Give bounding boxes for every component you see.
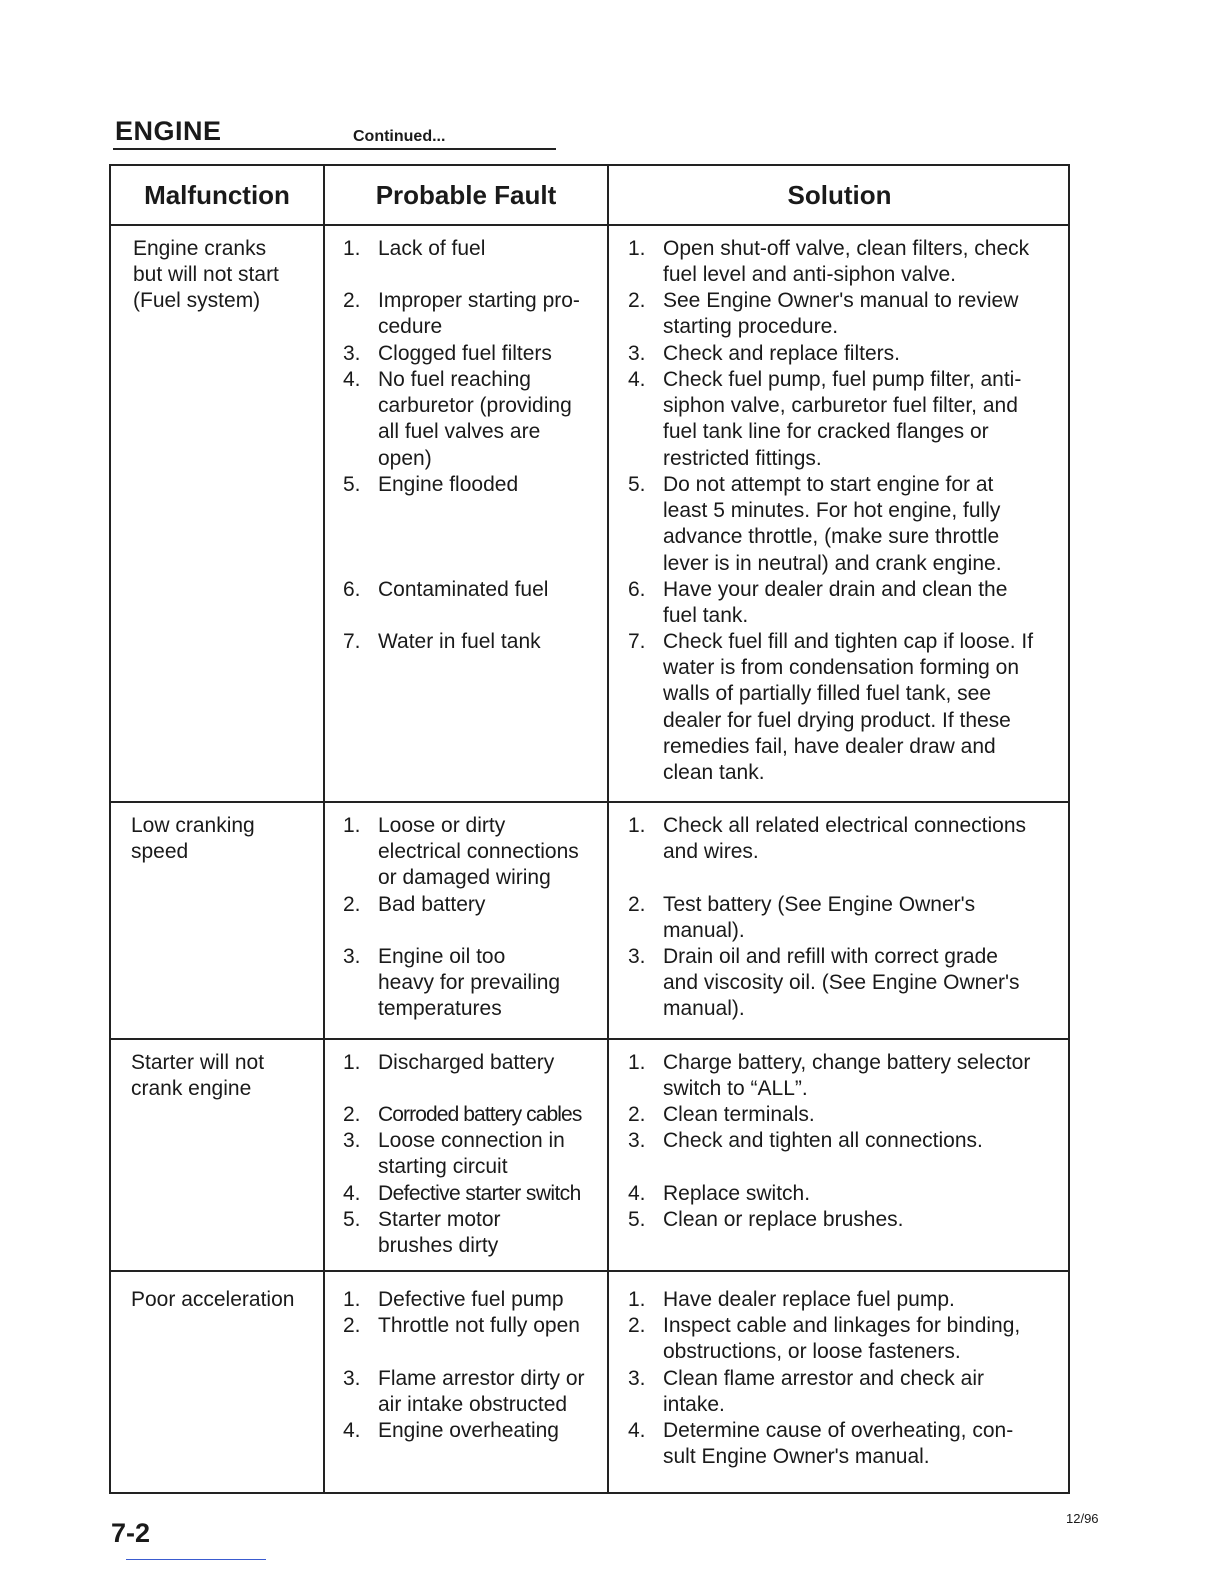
item-text: Check fuel pump, fuel pump filter, anti- siphon valve, carburetor fuel filter, and fuel tank line for cracked flanges or restricted fittings. — [663, 368, 1022, 470]
item-number: 4. — [628, 1182, 646, 1205]
item-number: 3. — [628, 342, 646, 365]
header-malfunction: Malfunction — [144, 179, 290, 210]
item-text: Check all related electrical connections and wires. — [663, 814, 1027, 864]
item-number: 6. — [343, 578, 361, 601]
item-number: 4. — [628, 1419, 646, 1442]
item-number: 7. — [343, 630, 361, 653]
troubleshooting-table — [109, 164, 1070, 1494]
item-text: Clean terminals. — [663, 1103, 815, 1126]
item-number: 2. — [343, 289, 361, 312]
item-text: Charge battery, change battery selector switch to “ALL”. — [663, 1051, 1031, 1101]
item-number: 7. — [628, 630, 646, 653]
item-number: 2. — [343, 1314, 361, 1337]
item-text: No fuel reaching carburetor (providing all fuel valves are open) — [378, 368, 572, 470]
row-divider — [111, 1270, 1068, 1272]
item-text: Loose connection in starting circuit — [378, 1129, 565, 1179]
item-text: Corroded battery cables — [378, 1103, 582, 1126]
item-text: Replace switch. — [663, 1182, 811, 1205]
item-number: 5. — [628, 473, 646, 496]
item-number: 4. — [343, 1182, 361, 1205]
item-text: Defective fuel pump — [378, 1288, 564, 1311]
item-number: 3. — [343, 945, 361, 968]
item-text: See Engine Owner's manual to review starting procedure. — [663, 289, 1019, 339]
item-text: Clean flame arrestor and check air intake. — [663, 1367, 984, 1417]
item-text: Do not attempt to start engine for at least 5 minutes. For hot engine, fully advance throttle, (make sure throttle lever is in neutral) and crank engine. — [663, 473, 1002, 575]
item-number: 1. — [628, 1288, 646, 1311]
item-text: Defective starter switch — [378, 1182, 581, 1205]
item-number: 3. — [343, 1129, 361, 1152]
item-number: 2. — [343, 1103, 361, 1126]
item-text: Loose or dirty electrical connections or damaged wiring — [378, 814, 579, 890]
item-number: 1. — [628, 1051, 646, 1074]
item-number: 1. — [343, 814, 361, 837]
item-number: 2. — [628, 893, 646, 916]
row-divider — [111, 1038, 1068, 1040]
malfunction-cell: Starter will not crank engine — [131, 1051, 265, 1101]
item-text: Have dealer replace fuel pump. — [663, 1288, 955, 1311]
item-text: Check and tighten all connections. — [663, 1129, 983, 1152]
title-rule — [113, 148, 556, 150]
item-number: 2. — [628, 1314, 646, 1337]
item-number: 5. — [628, 1208, 646, 1231]
item-number: 3. — [628, 945, 646, 968]
item-number: 2. — [628, 289, 646, 312]
item-text: Drain oil and refill with correct grade and viscosity oil. (See Engine Owner's manual). — [663, 945, 1020, 1021]
malfunction-cell: Poor acceleration — [131, 1288, 295, 1311]
item-text: Check fuel fill and tighten cap if loose. If water is from condensation forming on walls of partially filled fuel tank, see dealer for fuel drying product. If these remedies fail, have dealer draw and clean tank. — [663, 630, 1034, 785]
item-text: Have your dealer drain and clean the fuel tank. — [663, 578, 1008, 628]
item-number: 5. — [343, 473, 361, 496]
column-divider — [607, 166, 609, 1492]
item-number: 5. — [343, 1208, 361, 1231]
item-number: 3. — [628, 1367, 646, 1390]
item-number: 1. — [343, 1051, 361, 1074]
item-text: Improper starting pro- cedure — [378, 289, 580, 339]
item-text: Bad battery — [378, 893, 486, 916]
item-text: Discharged battery — [378, 1051, 555, 1074]
item-text: Water in fuel tank — [378, 630, 541, 653]
item-text: Throttle not fully open — [378, 1314, 580, 1337]
item-number: 6. — [628, 578, 646, 601]
item-number: 2. — [343, 893, 361, 916]
item-text: Check and replace filters. — [663, 342, 900, 365]
item-number: 3. — [628, 1129, 646, 1152]
continued-label: Continued... — [353, 128, 446, 145]
page-number: 7-2 — [111, 1518, 151, 1548]
footer-rule — [126, 1559, 266, 1560]
header-solution: Solution — [787, 179, 892, 210]
header-probable-fault: Probable Fault — [375, 179, 557, 210]
item-text: Contaminated fuel — [378, 578, 549, 601]
section-title: ENGINE — [115, 116, 222, 146]
item-text: Clogged fuel filters — [378, 342, 552, 365]
row-divider — [111, 801, 1068, 803]
item-number: 1. — [628, 237, 646, 260]
item-text: Clean or replace brushes. — [663, 1208, 904, 1231]
item-text: Open shut-off valve, clean filters, check fuel level and anti-siphon valve. — [663, 237, 1030, 287]
item-text: Lack of fuel — [378, 237, 486, 260]
item-text: Engine oil too heavy for prevailing temperatures — [378, 945, 561, 1021]
item-number: 4. — [628, 368, 646, 391]
malfunction-cell: Low cranking speed — [131, 814, 255, 864]
item-text: Flame arrestor dirty or air intake obstructed — [378, 1367, 585, 1417]
item-number: 4. — [343, 368, 361, 391]
header-rule — [111, 224, 1068, 226]
item-number: 3. — [343, 342, 361, 365]
malfunction-cell: Engine cranks but will not start (Fuel system) — [133, 237, 279, 313]
item-number: 2. — [628, 1103, 646, 1126]
item-number: 4. — [343, 1419, 361, 1442]
column-divider — [323, 166, 325, 1492]
item-number: 1. — [628, 814, 646, 837]
item-number: 1. — [343, 237, 361, 260]
item-number: 3. — [343, 1367, 361, 1390]
item-number: 1. — [343, 1288, 361, 1311]
item-text: Engine flooded — [378, 473, 519, 496]
item-text: Inspect cable and linkages for binding, obstructions, or loose fasteners. — [663, 1314, 1021, 1364]
item-text: Engine overheating — [378, 1419, 559, 1442]
item-text: Test battery (See Engine Owner's manual). — [663, 893, 976, 943]
item-text: Determine cause of overheating, con- sult Engine Owner's manual. — [663, 1419, 1014, 1469]
item-text: Starter motor brushes dirty — [378, 1208, 501, 1258]
revision-date: 12/96 — [1066, 1511, 1099, 1526]
